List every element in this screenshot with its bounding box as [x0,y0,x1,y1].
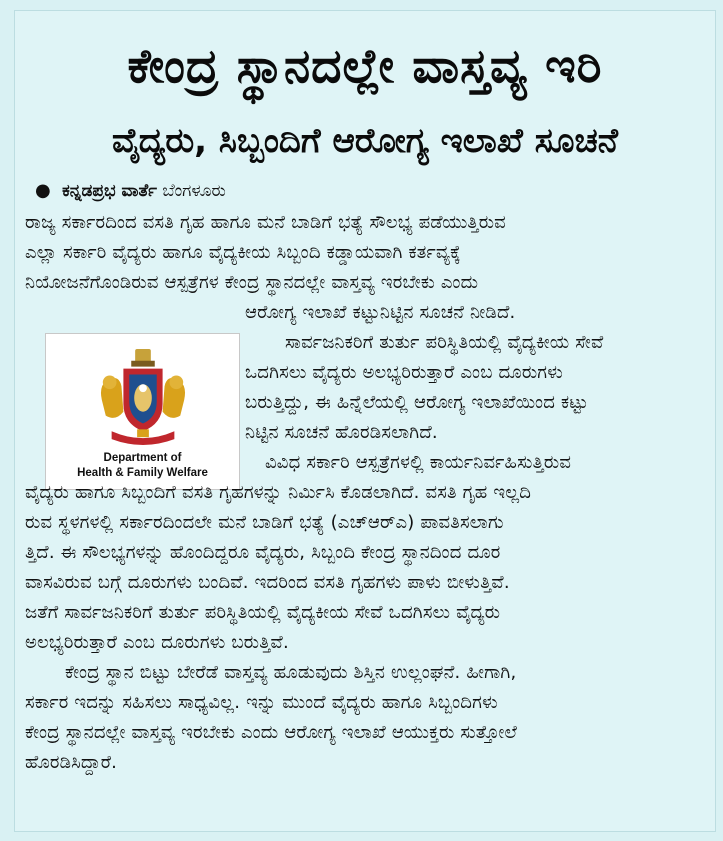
byline [35,179,226,203]
body-line: ವಾಸವಿರುವ ಬಗ್ಗೆ ದೂರುಗಳು ಬಂದಿವೆ. ಇದರಿಂದ ವಸತಿ ಗೃಹಗಳು ಪಾಳು ಬೀಳುತ್ತಿವೆ. [25,572,510,593]
body-line: ಕೇಂದ್ರ ಸ್ಥಾನದಲ್ಲೇ ವಾಸ್ತವ್ಯ ಇರಬೇಕು ಎಂದು ಆರೋಗ್ಯ ಇಲಾಖೆ ಆಯುಕ್ತರು ಸುತ್ತೋಲೆ [25,722,518,743]
body-line: ಸರ್ಕಾರ ಇದನ್ನು ಸಹಿಸಲು ಸಾಧ್ಯವಿಲ್ಲ. ಇನ್ನು ಮುಂದೆ ವೈದ್ಯರು ಹಾಗೂ ಸಿಬ್ಬಂದಿಗಳು [25,692,498,713]
body-line: ರುವ ಸ್ಥಳಗಳಲ್ಲಿ ಸರ್ಕಾರದಿಂದಲೇ ಮನೆ ಬಾಡಿಗೆ ಭತ್ಯೆ (ಎಚ್‌ಆರ್‌ಎ) ಪಾವತಿಸಲಾಗು [25,512,504,533]
headline: ಕೇಂದ್ರ ಸ್ಥಾನದಲ್ಲೇ ವಾಸ್ತವ್ಯ ಇರಿ [127,39,603,94]
body-line: ತ್ತಿದೆ. ಈ ಸೌಲಭ್ಯಗಳನ್ನು ಹೊಂದಿದ್ದರೂ ವೈದ್ಯರು, ಸಿಬ್ಬಂದಿ ಕೇಂದ್ರ ಸ್ಥಾನದಿಂದ ದೂರ [25,542,501,563]
logo-caption-line2: Health & Family Welfare [77,467,208,479]
body-line: ಸಾರ್ವಜನಿಕರಿಗೆ ತುರ್ತು ಪರಿಸ್ಥಿತಿಯಲ್ಲಿ ವೈದ್ಯಕೀಯ ಸೇವೆ [285,332,604,353]
body-line: ಜತೆಗೆ ಸಾರ್ವಜನಿಕರಿಗೆ ತುರ್ತು ಪರಿಸ್ಥಿತಿಯಲ್ಲಿ ವೈದ್ಯಕೀಯ ಸೇವೆ ಒದಗಿಸಲು ವೈದ್ಯರು [25,602,501,623]
newspaper-clipping [14,10,716,832]
body-line: ಬರುತ್ತಿದ್ದು, ಈ ಹಿನ್ನೆಲೆಯಲ್ಲಿ ಆರೋಗ್ಯ ಇಲಾಖೆಯಿಂದ ಕಟ್ಟು [245,392,589,413]
body-line: ಆರೋಗ್ಯ ಇಲಾಖೆ ಕಟ್ಟುನಿಟ್ಟಿನ ಸೂಚನೆ ನೀಡಿದೆ. [245,302,516,323]
body-line: ಒದಗಿಸಲು ವೈದ್ಯರು ಅಲಭ್ಯರಿರುತ್ತಾರೆ ಎಂಬ ದೂರುಗಳು [245,362,563,383]
body-line: ಕೇಂದ್ರ ಸ್ಥಾನ ಬಿಟ್ಟು ಬೇರೆಡೆ ವಾಸ್ತವ್ಯ ಹೂಡುವುದು ಶಿಸ್ತಿನ ಉಲ್ಲಂಘನೆ. ಹೀಗಾಗಿ, [65,662,517,683]
body-line: ನಿಯೋಜನೆಗೊಂಡಿರುವ ಆಸ್ಪತ್ರೆಗಳ ಕೇಂದ್ರ ಸ್ಥಾನದಲ್ಲೇ ವಾಸ್ತವ್ಯ ಇರಬೇಕು ಎಂದು [25,272,479,293]
bullet-icon: ● [35,180,51,201]
logo-caption-line1: Department of [103,452,182,464]
subheadline: ವೈದ್ಯರು, ಸಿಬ್ಬಂದಿಗೆ ಆರೋಗ್ಯ ಇಲಾಖೆ ಸೂಚನೆ [111,121,618,161]
body-line: ನಿಟ್ಟಿನ ಸೂಚನೆ ಹೊರಡಿಸಲಾಗಿದೆ. [245,422,438,443]
body-line: ವೈದ್ಯರು ಹಾಗೂ ಸಿಬ್ಬಂದಿಗೆ ವಸತಿ ಗೃಹಗಳನ್ನು ನಿರ್ಮಿಸಿ ಕೊಡಲಾಗಿದೆ. ವಸತಿ ಗೃಹ ಇಲ್ಲದಿ [25,482,532,503]
body-line: ಹೊರಡಿಸಿದ್ದಾರೆ. [25,752,118,773]
article-body [25,208,707,778]
body-line: ವಿವಿಧ ಸರ್ಕಾರಿ ಆಸ್ಪತ್ರೆಗಳಲ್ಲಿ ಕಾರ್ಯನಿರ್ವಹಿಸುತ್ತಿರುವ [265,452,572,473]
body-line: ಎಲ್ಲಾ ಸರ್ಕಾರಿ ವೈದ್ಯರು ಹಾಗೂ ವೈದ್ಯಕೀಯ ಸಿಬ್ಬಂದಿ ಕಡ್ಡಾಯವಾಗಿ ಕರ್ತವ್ಯಕ್ಕೆ [25,242,461,263]
body-line: ಅಲಭ್ಯರಿರುತ್ತಾರೆ ಎಂಬ ದೂರುಗಳು ಬರುತ್ತಿವೆ. [25,632,289,653]
byline-place: ಬೆಂಗಳೂರು [162,181,226,201]
byline-source: ಕನ್ನಡಪ್ರಭ ವಾರ್ತೆ [62,181,157,201]
body-line: ರಾಜ್ಯ ಸರ್ಕಾರದಿಂದ ವಸತಿ ಗೃಹ ಹಾಗೂ ಮನೆ ಬಾಡಿಗೆ ಭತ್ಯೆ ಸೌಲಭ್ಯ ಪಡೆಯುತ್ತಿರುವ [25,212,506,233]
